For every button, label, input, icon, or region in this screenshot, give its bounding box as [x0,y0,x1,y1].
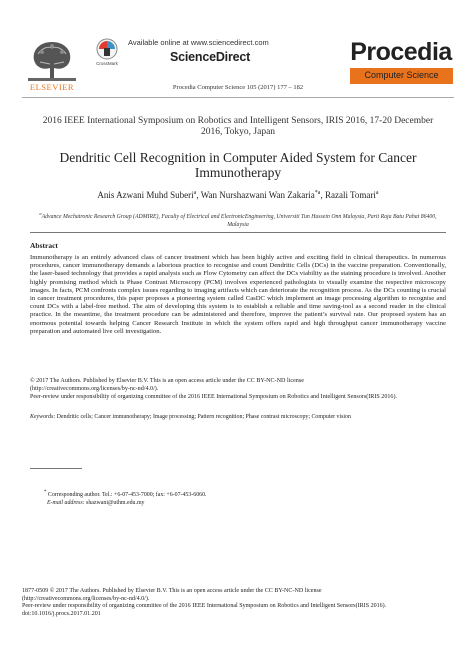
author-affiliation-mark: *a [314,190,321,196]
abstract-divider [30,232,446,233]
email-label: E-mail address: [47,499,85,506]
journal-reference: Procedia Computer Science 105 (2017) 177 – 182 [172,84,304,91]
keywords-text: Dendritic cells; Cancer immunotherapy; Image processing; Pattern recognition; Phase contrast microscopy; Computer vision [55,414,351,420]
copyright-block [30,378,446,401]
license-link[interactable]: (http://creativecommons.org/licenses/by-nc-nd/4.0/). [30,385,159,392]
corresponding-author: Corresponding author. Tel.: +6-07-453-7000; fax: +6-07-453-6060. [46,491,207,498]
keywords [30,414,446,420]
crossmark-icon[interactable] [96,38,118,60]
peer-review-note: Peer-review under responsibility of organizing committee of the 2016 IEEE International Symposium on Robotics and Intelligent Sensors(IRIS 2016). [22,603,387,610]
peer-review-note: Peer-review under responsibility of organizing committee of the 2016 IEEE International Symposium on Robotics and Intelligent Sensors(IRIS 2016). [30,393,398,400]
author-separator: , [196,190,201,200]
copyright-line: © 2017 The Authors. Published by Elsevier B.V. This is an open access article under the CC BY-NC-ND license [30,378,304,384]
abstract-heading: Abstract [30,241,58,250]
available-online-text: Available online at www.sciencedirect.com [128,38,269,47]
footnote-divider [30,468,82,469]
author-separator: , [320,190,325,200]
procedia-logo: Procedia [350,38,452,66]
author-name: Razali Tomari [324,190,376,200]
author-name: Wan Nurshazwani Wan Zakaria [200,190,315,200]
doi[interactable]: doi:10.1016/j.procs.2017.01.201 [22,610,101,617]
header-divider [22,97,454,98]
elsevier-tree-logo [22,34,82,84]
conference-line: 2016 IEEE International Symposium on Robotics and Intelligent Sensors, IRIS 2016, 17-20 December 2016, Tokyo, Japan [42,116,434,137]
procedia-subtitle: Computer Science [364,70,439,80]
author-affiliation-mark: a [193,190,197,196]
bottom-notice [22,588,462,618]
issn-copyright: 1877-0509 © 2017 The Authors. Published by Elsevier B.V. This is an open access article under the CC BY-NC-ND license [22,588,322,594]
email-address[interactable]: shazwani@uthm.edu.my [84,499,145,506]
elsevier-wordmark: ELSEVIER [29,82,75,92]
sciencedirect-logo[interactable]: ScienceDirect [170,50,251,64]
author-name: Anis Azwani Muhd Suberi [97,190,194,200]
author-affiliation-mark: a [375,190,379,196]
author-list [30,190,446,200]
paper-title: Dendritic Cell Recognition in Computer Aided System for Cancer Immunotherapy [59,150,417,180]
footnote [44,489,404,507]
keywords-label: Keywords: [30,414,56,420]
crossmark-label: CrossMark [96,61,118,66]
license-link[interactable]: (http://creativecommons.org/licenses/by-nc-nd/4.0/). [22,595,150,602]
abstract-body: Immunotherapy is an entirely advanced class of cancer treatment which has been highly active and exciting field in clinical therapeutics. In numerous procedures, cancer immunotherapy demands a laborious practice to recognise and count Dendritic Cells (DCs) in the vaccine preparation. Conventionally, the laser-based technology that provides a rapid analysis such as Flow Cytometry can affect the DCs viability as the staining procedure is involved. Another highly promising method which is Phase Contrast Microscopy (PCM) involves experienced pathologists to visually examine the respective microscopy images. In facts, PCM confronts complex issues regarding to imaging artifacts which can deteriorate the recognition process. As the DCs counting is crucial in cancer treatment procedures, this paper proposes a pioneering system called CasDC which implement an image processing algorithm to recognise and count DCs with a label-free method. The aim of developing this system is to establish a reliable and time saving-tool as a second reader in the clinical practice. In the meantime, the treatment procedure can be administered and therefore, improve the patient’s survival rate. Our proposed system has an enormous potential towards helping Cancer Research Institute in which the system offers rapid and high throughput cancer immunotherapy vaccine preparation and automated live cell investigation. [30,254,446,335]
footnote-star: * [44,490,47,495]
affiliation-text: Advance Mechatronic Research Group (ADMIRE), Faculty of Electrical and ElectronicEngineering, Universiti Tun Hussein Onn Malaysia, Parit Raja Batu Pahat 86400, Malaysia [41,213,437,228]
affiliation [30,210,446,229]
affiliation-mark: a [39,211,42,216]
